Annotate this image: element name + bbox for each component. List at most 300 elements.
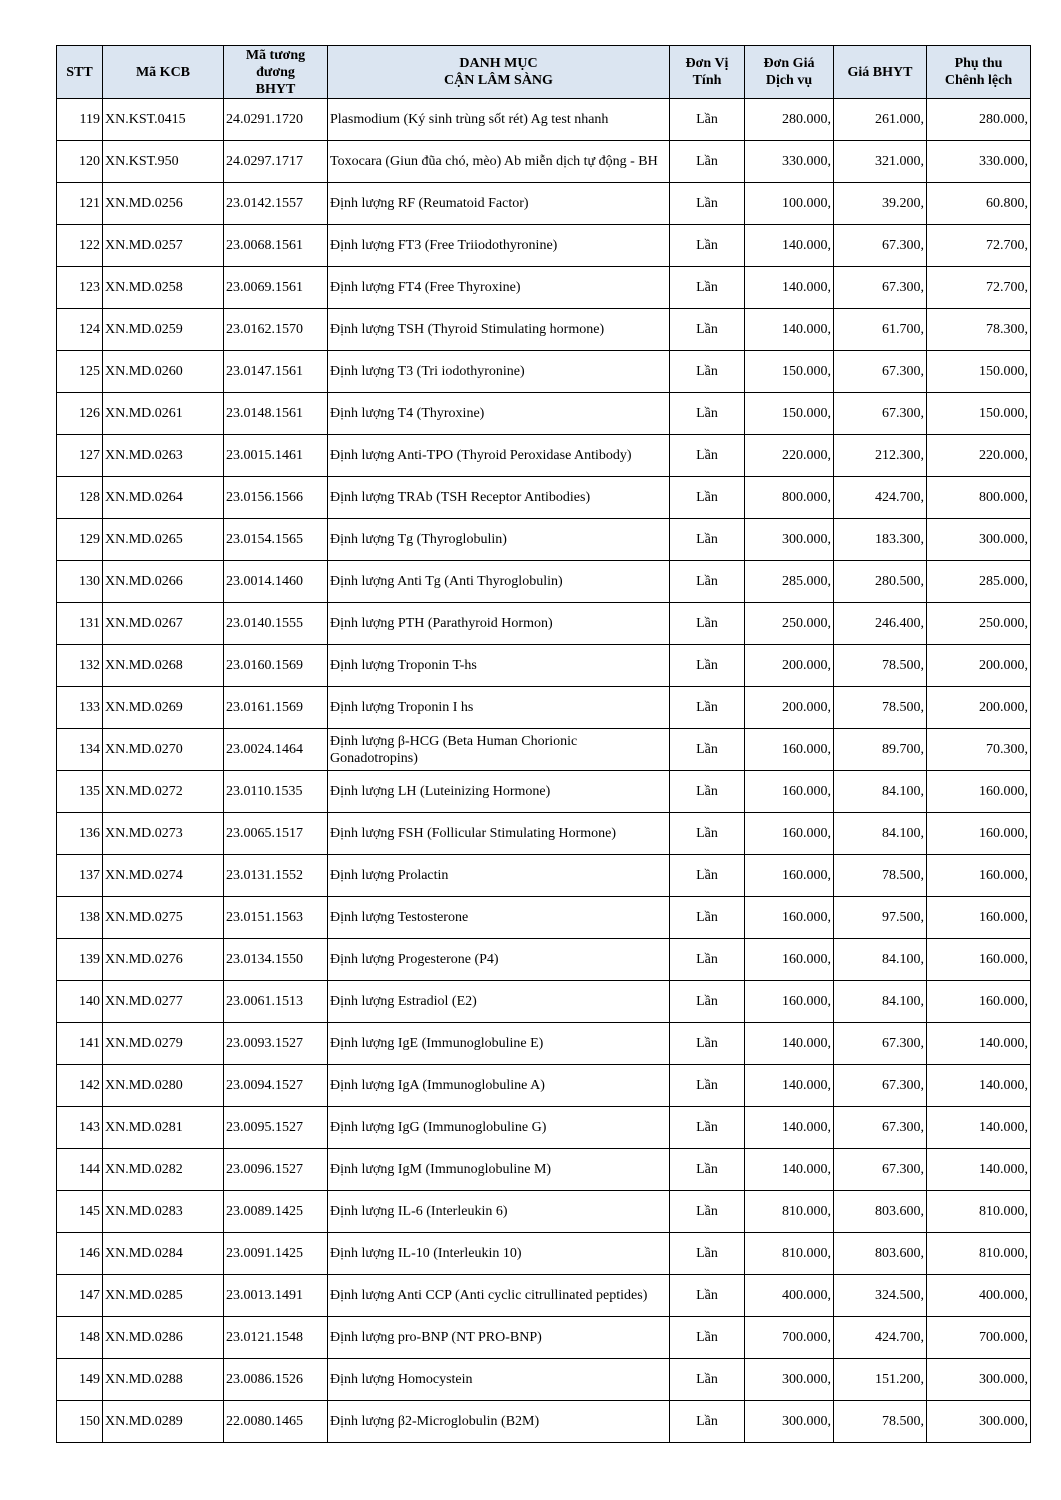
- cell-service-price: 140.000,: [745, 225, 834, 267]
- cell-kcb-code: XN.MD.0277: [103, 981, 224, 1023]
- cell-bhyt-code: 23.0015.1461: [224, 435, 328, 477]
- table-row: [57, 1275, 1031, 1317]
- header-bhyt-code: Mã tương đương BHYT: [224, 46, 328, 99]
- cell-surcharge: 700.000,: [927, 1317, 1031, 1359]
- cell-surcharge: 160.000,: [927, 855, 1031, 897]
- cell-test-name: Định lượng IgA (Immunoglobuline A): [328, 1065, 670, 1107]
- cell-unit: Lần: [670, 1107, 745, 1149]
- cell-surcharge: 800.000,: [927, 477, 1031, 519]
- cell-unit: Lần: [670, 309, 745, 351]
- table-row: [57, 981, 1031, 1023]
- cell-service-price: 140.000,: [745, 309, 834, 351]
- cell-kcb-code: XN.MD.0270: [103, 729, 224, 771]
- cell-bhyt-price: 261.000,: [834, 99, 927, 141]
- table-row: [57, 435, 1031, 477]
- header-surcharge: Phụ thu Chênh lệch: [927, 46, 1031, 99]
- cell-bhyt-price: 803.600,: [834, 1191, 927, 1233]
- cell-test-name: Định lượng Anti-TPO (Thyroid Peroxidase Antibody): [328, 435, 670, 477]
- cell-kcb-code: XN.MD.0283: [103, 1191, 224, 1233]
- cell-unit: Lần: [670, 855, 745, 897]
- cell-unit: Lần: [670, 561, 745, 603]
- cell-bhyt-price: 321.000,: [834, 141, 927, 183]
- cell-row-number: 147: [57, 1275, 103, 1317]
- cell-service-price: 220.000,: [745, 435, 834, 477]
- cell-service-price: 140.000,: [745, 1023, 834, 1065]
- cell-kcb-code: XN.MD.0256: [103, 183, 224, 225]
- cell-row-number: 129: [57, 519, 103, 561]
- cell-unit: Lần: [670, 897, 745, 939]
- cell-row-number: 132: [57, 645, 103, 687]
- cell-test-name: Định lượng FT3 (Free Triiodothyronine): [328, 225, 670, 267]
- cell-bhyt-price: 84.100,: [834, 981, 927, 1023]
- cell-kcb-code: XN.MD.0279: [103, 1023, 224, 1065]
- cell-bhyt-price: 78.500,: [834, 1401, 927, 1443]
- cell-test-name: Định lượng Progesterone (P4): [328, 939, 670, 981]
- cell-unit: Lần: [670, 1275, 745, 1317]
- cell-surcharge: 330.000,: [927, 141, 1031, 183]
- cell-test-name: Định lượng IgM (Immunoglobuline M): [328, 1149, 670, 1191]
- cell-test-name: Định lượng IL-10 (Interleukin 10): [328, 1233, 670, 1275]
- cell-bhyt-code: 23.0089.1425: [224, 1191, 328, 1233]
- cell-test-name: Toxocara (Giun đũa chó, mèo) Ab miễn dịch tự động - BH: [328, 141, 670, 183]
- cell-kcb-code: XN.MD.0281: [103, 1107, 224, 1149]
- cell-test-name: Định lượng β-HCG (Beta Human Chorionic Gonadotropins): [328, 729, 670, 771]
- cell-row-number: 122: [57, 225, 103, 267]
- cell-bhyt-price: 67.300,: [834, 393, 927, 435]
- cell-bhyt-code: 23.0140.1555: [224, 603, 328, 645]
- cell-unit: Lần: [670, 1401, 745, 1443]
- cell-service-price: 160.000,: [745, 729, 834, 771]
- cell-bhyt-code: 23.0156.1566: [224, 477, 328, 519]
- cell-bhyt-code: 23.0134.1550: [224, 939, 328, 981]
- cell-kcb-code: XN.MD.0259: [103, 309, 224, 351]
- cell-row-number: 139: [57, 939, 103, 981]
- cell-bhyt-price: 424.700,: [834, 477, 927, 519]
- cell-bhyt-code: 23.0093.1527: [224, 1023, 328, 1065]
- table-row: [57, 1401, 1031, 1443]
- cell-unit: Lần: [670, 1065, 745, 1107]
- cell-bhyt-price: 97.500,: [834, 897, 927, 939]
- header-stt: STT: [57, 46, 103, 99]
- cell-surcharge: 810.000,: [927, 1233, 1031, 1275]
- cell-unit: Lần: [670, 1023, 745, 1065]
- cell-unit: Lần: [670, 1191, 745, 1233]
- header-row: [57, 46, 1031, 99]
- cell-surcharge: 140.000,: [927, 1107, 1031, 1149]
- table-row: [57, 1107, 1031, 1149]
- table-row: [57, 519, 1031, 561]
- cell-surcharge: 300.000,: [927, 1359, 1031, 1401]
- table-row: [57, 855, 1031, 897]
- cell-row-number: 130: [57, 561, 103, 603]
- cell-test-name: Định lượng Anti Tg (Anti Thyroglobulin): [328, 561, 670, 603]
- cell-surcharge: 285.000,: [927, 561, 1031, 603]
- cell-kcb-code: XN.MD.0284: [103, 1233, 224, 1275]
- cell-service-price: 100.000,: [745, 183, 834, 225]
- cell-surcharge: 140.000,: [927, 1149, 1031, 1191]
- cell-bhyt-price: 89.700,: [834, 729, 927, 771]
- cell-kcb-code: XN.MD.0258: [103, 267, 224, 309]
- cell-row-number: 137: [57, 855, 103, 897]
- cell-service-price: 300.000,: [745, 1401, 834, 1443]
- cell-bhyt-price: 67.300,: [834, 1065, 927, 1107]
- cell-surcharge: 160.000,: [927, 771, 1031, 813]
- cell-bhyt-code: 23.0121.1548: [224, 1317, 328, 1359]
- cell-service-price: 280.000,: [745, 99, 834, 141]
- cell-unit: Lần: [670, 1149, 745, 1191]
- cell-bhyt-code: 23.0162.1570: [224, 309, 328, 351]
- table-row: [57, 477, 1031, 519]
- cell-surcharge: 150.000,: [927, 351, 1031, 393]
- cell-bhyt-code: 23.0148.1561: [224, 393, 328, 435]
- table-row: [57, 645, 1031, 687]
- cell-test-name: Định lượng Homocystein: [328, 1359, 670, 1401]
- cell-row-number: 141: [57, 1023, 103, 1065]
- cell-service-price: 150.000,: [745, 393, 834, 435]
- cell-unit: Lần: [670, 939, 745, 981]
- cell-test-name: Định lượng RF (Reumatoid Factor): [328, 183, 670, 225]
- cell-service-price: 160.000,: [745, 939, 834, 981]
- cell-bhyt-price: 84.100,: [834, 771, 927, 813]
- cell-kcb-code: XN.MD.0276: [103, 939, 224, 981]
- header-kcb-code: Mã KCB: [103, 46, 224, 99]
- cell-surcharge: 140.000,: [927, 1065, 1031, 1107]
- cell-test-name: Định lượng T3 (Tri iodothyronine): [328, 351, 670, 393]
- cell-unit: Lần: [670, 351, 745, 393]
- cell-row-number: 125: [57, 351, 103, 393]
- cell-bhyt-code: 23.0061.1513: [224, 981, 328, 1023]
- cell-row-number: 134: [57, 729, 103, 771]
- cell-service-price: 810.000,: [745, 1191, 834, 1233]
- cell-service-price: 285.000,: [745, 561, 834, 603]
- cell-bhyt-code: 23.0147.1561: [224, 351, 328, 393]
- table-row: [57, 1317, 1031, 1359]
- cell-surcharge: 200.000,: [927, 687, 1031, 729]
- table-row: [57, 1191, 1031, 1233]
- cell-kcb-code: XN.MD.0280: [103, 1065, 224, 1107]
- table-row: [57, 729, 1031, 771]
- cell-row-number: 133: [57, 687, 103, 729]
- cell-row-number: 149: [57, 1359, 103, 1401]
- cell-service-price: 160.000,: [745, 981, 834, 1023]
- cell-kcb-code: XN.MD.0264: [103, 477, 224, 519]
- cell-test-name: Định lượng Testosterone: [328, 897, 670, 939]
- cell-kcb-code: XN.MD.0286: [103, 1317, 224, 1359]
- cell-kcb-code: XN.KST.950: [103, 141, 224, 183]
- cell-kcb-code: XN.KST.0415: [103, 99, 224, 141]
- cell-unit: Lần: [670, 729, 745, 771]
- cell-bhyt-price: 78.500,: [834, 645, 927, 687]
- cell-bhyt-code: 23.0095.1527: [224, 1107, 328, 1149]
- cell-service-price: 200.000,: [745, 687, 834, 729]
- cell-test-name: Định lượng IgG (Immunoglobuline G): [328, 1107, 670, 1149]
- table-row: [57, 687, 1031, 729]
- cell-bhyt-code: 24.0297.1717: [224, 141, 328, 183]
- cell-test-name: Định lượng PTH (Parathyroid Hormon): [328, 603, 670, 645]
- cell-bhyt-code: 23.0069.1561: [224, 267, 328, 309]
- cell-bhyt-code: 23.0068.1561: [224, 225, 328, 267]
- cell-unit: Lần: [670, 813, 745, 855]
- cell-row-number: 127: [57, 435, 103, 477]
- cell-bhyt-price: 183.300,: [834, 519, 927, 561]
- cell-test-name: Định lượng Troponin T-hs: [328, 645, 670, 687]
- table-row: [57, 351, 1031, 393]
- cell-surcharge: 70.300,: [927, 729, 1031, 771]
- cell-test-name: Định lượng Estradiol (E2): [328, 981, 670, 1023]
- cell-unit: Lần: [670, 141, 745, 183]
- cell-kcb-code: XN.MD.0268: [103, 645, 224, 687]
- cell-row-number: 142: [57, 1065, 103, 1107]
- table-row: [57, 141, 1031, 183]
- cell-kcb-code: XN.MD.0269: [103, 687, 224, 729]
- cell-row-number: 146: [57, 1233, 103, 1275]
- cell-bhyt-code: 23.0086.1526: [224, 1359, 328, 1401]
- header-bhyt-price: Giá BHYT: [834, 46, 927, 99]
- cell-unit: Lần: [670, 267, 745, 309]
- table-row: [57, 813, 1031, 855]
- cell-bhyt-price: 280.500,: [834, 561, 927, 603]
- cell-bhyt-price: 246.400,: [834, 603, 927, 645]
- cell-service-price: 700.000,: [745, 1317, 834, 1359]
- cell-test-name: Định lượng T4 (Thyroxine): [328, 393, 670, 435]
- cell-bhyt-price: 151.200,: [834, 1359, 927, 1401]
- cell-bhyt-price: 61.700,: [834, 309, 927, 351]
- cell-test-name: Định lượng Prolactin: [328, 855, 670, 897]
- cell-test-name: Định lượng Anti CCP (Anti cyclic citrullinated peptides): [328, 1275, 670, 1317]
- table-body: [57, 99, 1031, 1443]
- cell-service-price: 400.000,: [745, 1275, 834, 1317]
- table-row: [57, 603, 1031, 645]
- cell-row-number: 136: [57, 813, 103, 855]
- cell-unit: Lần: [670, 435, 745, 477]
- cell-service-price: 330.000,: [745, 141, 834, 183]
- cell-service-price: 810.000,: [745, 1233, 834, 1275]
- cell-surcharge: 300.000,: [927, 519, 1031, 561]
- cell-row-number: 124: [57, 309, 103, 351]
- cell-bhyt-code: 22.0080.1465: [224, 1401, 328, 1443]
- cell-bhyt-code: 23.0154.1565: [224, 519, 328, 561]
- cell-surcharge: 300.000,: [927, 1401, 1031, 1443]
- cell-kcb-code: XN.MD.0282: [103, 1149, 224, 1191]
- cell-service-price: 140.000,: [745, 1149, 834, 1191]
- cell-surcharge: 150.000,: [927, 393, 1031, 435]
- cell-test-name: Định lượng TSH (Thyroid Stimulating hormone): [328, 309, 670, 351]
- cell-bhyt-price: 212.300,: [834, 435, 927, 477]
- cell-surcharge: 160.000,: [927, 939, 1031, 981]
- cell-kcb-code: XN.MD.0275: [103, 897, 224, 939]
- price-table: [56, 45, 1031, 1443]
- cell-bhyt-price: 67.300,: [834, 267, 927, 309]
- cell-surcharge: 250.000,: [927, 603, 1031, 645]
- cell-unit: Lần: [670, 1317, 745, 1359]
- cell-row-number: 144: [57, 1149, 103, 1191]
- cell-bhyt-code: 23.0142.1557: [224, 183, 328, 225]
- cell-bhyt-price: 67.300,: [834, 1107, 927, 1149]
- cell-surcharge: 160.000,: [927, 813, 1031, 855]
- cell-test-name: Định lượng IL-6 (Interleukin 6): [328, 1191, 670, 1233]
- header-service-price: Đơn Giá Dịch vụ: [745, 46, 834, 99]
- cell-bhyt-code: 23.0014.1460: [224, 561, 328, 603]
- cell-bhyt-price: 84.100,: [834, 939, 927, 981]
- cell-test-name: Định lượng FT4 (Free Thyroxine): [328, 267, 670, 309]
- cell-service-price: 140.000,: [745, 267, 834, 309]
- cell-test-name: Định lượng TRAb (TSH Receptor Antibodies): [328, 477, 670, 519]
- cell-kcb-code: XN.MD.0261: [103, 393, 224, 435]
- cell-kcb-code: XN.MD.0267: [103, 603, 224, 645]
- table-row: [57, 267, 1031, 309]
- cell-service-price: 140.000,: [745, 1065, 834, 1107]
- cell-surcharge: 60.800,: [927, 183, 1031, 225]
- cell-test-name: Định lượng IgE (Immunoglobuline E): [328, 1023, 670, 1065]
- table-row: [57, 561, 1031, 603]
- cell-row-number: 120: [57, 141, 103, 183]
- cell-unit: Lần: [670, 477, 745, 519]
- cell-kcb-code: XN.MD.0263: [103, 435, 224, 477]
- table-row: [57, 309, 1031, 351]
- cell-service-price: 160.000,: [745, 771, 834, 813]
- cell-surcharge: 220.000,: [927, 435, 1031, 477]
- table-row: [57, 1023, 1031, 1065]
- cell-service-price: 160.000,: [745, 855, 834, 897]
- cell-bhyt-price: 67.300,: [834, 351, 927, 393]
- cell-surcharge: 72.700,: [927, 225, 1031, 267]
- cell-unit: Lần: [670, 393, 745, 435]
- table-row: [57, 1233, 1031, 1275]
- table-row: [57, 99, 1031, 141]
- cell-test-name: Định lượng FSH (Follicular Stimulating Hormone): [328, 813, 670, 855]
- cell-row-number: 143: [57, 1107, 103, 1149]
- cell-bhyt-code: 23.0161.1569: [224, 687, 328, 729]
- cell-surcharge: 280.000,: [927, 99, 1031, 141]
- cell-bhyt-price: 324.500,: [834, 1275, 927, 1317]
- cell-bhyt-price: 67.300,: [834, 1149, 927, 1191]
- cell-service-price: 250.000,: [745, 603, 834, 645]
- cell-bhyt-price: 39.200,: [834, 183, 927, 225]
- table-row: [57, 183, 1031, 225]
- cell-test-name: Định lượng β2-Microglobulin (B2M): [328, 1401, 670, 1443]
- cell-service-price: 150.000,: [745, 351, 834, 393]
- cell-test-name: Định lượng Troponin I hs: [328, 687, 670, 729]
- cell-unit: Lần: [670, 225, 745, 267]
- cell-bhyt-price: 67.300,: [834, 225, 927, 267]
- cell-surcharge: 72.700,: [927, 267, 1031, 309]
- cell-bhyt-code: 23.0013.1491: [224, 1275, 328, 1317]
- cell-unit: Lần: [670, 645, 745, 687]
- cell-unit: Lần: [670, 99, 745, 141]
- cell-unit: Lần: [670, 603, 745, 645]
- cell-bhyt-price: 78.500,: [834, 855, 927, 897]
- cell-bhyt-code: 23.0024.1464: [224, 729, 328, 771]
- cell-bhyt-price: 78.500,: [834, 687, 927, 729]
- header-category: DANH MỤC CẬN LÂM SÀNG: [328, 46, 670, 99]
- cell-row-number: 145: [57, 1191, 103, 1233]
- cell-service-price: 160.000,: [745, 897, 834, 939]
- cell-bhyt-code: 23.0160.1569: [224, 645, 328, 687]
- cell-unit: Lần: [670, 771, 745, 813]
- cell-kcb-code: XN.MD.0288: [103, 1359, 224, 1401]
- cell-unit: Lần: [670, 519, 745, 561]
- cell-row-number: 148: [57, 1317, 103, 1359]
- cell-test-name: Định lượng pro-BNP (NT PRO-BNP): [328, 1317, 670, 1359]
- cell-test-name: Định lượng Tg (Thyroglobulin): [328, 519, 670, 561]
- cell-surcharge: 78.300,: [927, 309, 1031, 351]
- cell-service-price: 160.000,: [745, 813, 834, 855]
- cell-kcb-code: XN.MD.0260: [103, 351, 224, 393]
- cell-bhyt-price: 424.700,: [834, 1317, 927, 1359]
- cell-kcb-code: XN.MD.0272: [103, 771, 224, 813]
- cell-row-number: 121: [57, 183, 103, 225]
- table-row: [57, 1359, 1031, 1401]
- cell-kcb-code: XN.MD.0265: [103, 519, 224, 561]
- table-row: [57, 225, 1031, 267]
- table-row: [57, 1149, 1031, 1191]
- cell-bhyt-code: 23.0110.1535: [224, 771, 328, 813]
- cell-kcb-code: XN.MD.0289: [103, 1401, 224, 1443]
- cell-row-number: 123: [57, 267, 103, 309]
- table-row: [57, 1065, 1031, 1107]
- cell-row-number: 128: [57, 477, 103, 519]
- cell-bhyt-code: 24.0291.1720: [224, 99, 328, 141]
- cell-bhyt-code: 23.0094.1527: [224, 1065, 328, 1107]
- cell-unit: Lần: [670, 1359, 745, 1401]
- cell-row-number: 140: [57, 981, 103, 1023]
- cell-service-price: 300.000,: [745, 1359, 834, 1401]
- cell-service-price: 200.000,: [745, 645, 834, 687]
- cell-kcb-code: XN.MD.0273: [103, 813, 224, 855]
- table-row: [57, 393, 1031, 435]
- cell-bhyt-code: 23.0131.1552: [224, 855, 328, 897]
- table-row: [57, 897, 1031, 939]
- cell-row-number: 131: [57, 603, 103, 645]
- table-row: [57, 771, 1031, 813]
- cell-surcharge: 160.000,: [927, 981, 1031, 1023]
- cell-bhyt-code: 23.0151.1563: [224, 897, 328, 939]
- cell-kcb-code: XN.MD.0274: [103, 855, 224, 897]
- cell-service-price: 300.000,: [745, 519, 834, 561]
- cell-row-number: 138: [57, 897, 103, 939]
- cell-service-price: 800.000,: [745, 477, 834, 519]
- cell-kcb-code: XN.MD.0266: [103, 561, 224, 603]
- cell-row-number: 150: [57, 1401, 103, 1443]
- cell-bhyt-code: 23.0065.1517: [224, 813, 328, 855]
- cell-row-number: 135: [57, 771, 103, 813]
- header-unit: Đơn Vị Tính: [670, 46, 745, 99]
- cell-test-name: Định lượng LH (Luteinizing Hormone): [328, 771, 670, 813]
- cell-surcharge: 200.000,: [927, 645, 1031, 687]
- cell-surcharge: 400.000,: [927, 1275, 1031, 1317]
- cell-bhyt-price: 803.600,: [834, 1233, 927, 1275]
- cell-row-number: 126: [57, 393, 103, 435]
- cell-kcb-code: XN.MD.0257: [103, 225, 224, 267]
- cell-test-name: Plasmodium (Ký sinh trùng sốt rét) Ag test nhanh: [328, 99, 670, 141]
- cell-unit: Lần: [670, 1233, 745, 1275]
- cell-service-price: 140.000,: [745, 1107, 834, 1149]
- cell-surcharge: 810.000,: [927, 1191, 1031, 1233]
- cell-bhyt-price: 67.300,: [834, 1023, 927, 1065]
- cell-kcb-code: XN.MD.0285: [103, 1275, 224, 1317]
- cell-bhyt-code: 23.0091.1425: [224, 1233, 328, 1275]
- table-row: [57, 939, 1031, 981]
- cell-unit: Lần: [670, 687, 745, 729]
- cell-surcharge: 160.000,: [927, 897, 1031, 939]
- cell-unit: Lần: [670, 183, 745, 225]
- cell-unit: Lần: [670, 981, 745, 1023]
- table-header: [57, 46, 1031, 99]
- cell-bhyt-price: 84.100,: [834, 813, 927, 855]
- cell-surcharge: 140.000,: [927, 1023, 1031, 1065]
- cell-row-number: 119: [57, 99, 103, 141]
- cell-bhyt-code: 23.0096.1527: [224, 1149, 328, 1191]
